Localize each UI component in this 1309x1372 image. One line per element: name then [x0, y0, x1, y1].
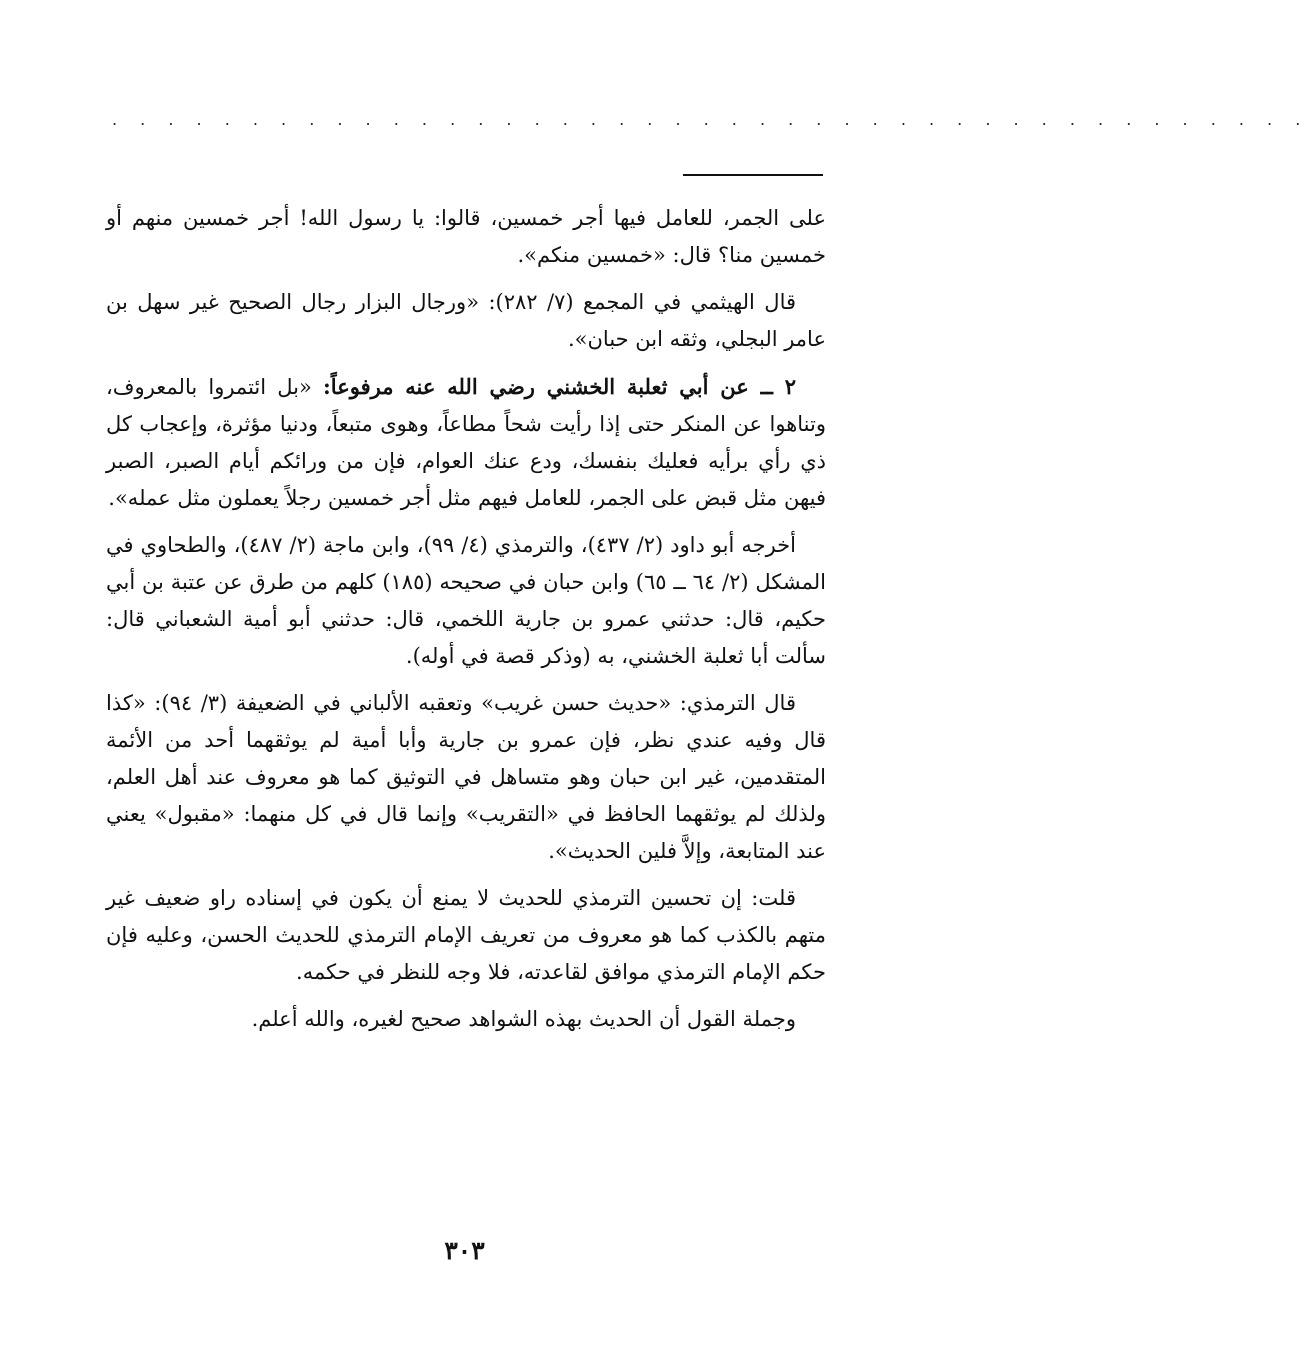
page-number: ٣٠٣: [444, 1236, 485, 1265]
hadith-lead: ٢ ــ عن أبي ثعلبة الخشني رضي الله عنه مرفوعاً:: [323, 374, 797, 399]
paragraph-7: وجملة القول أن الحديث بهذه الشواهد صحيح لغيره، والله أعلم.: [251, 1007, 796, 1031]
paragraph-5: قال الترمذي: «حديث حسن غريب» وتعقبه الألباني في الضعيفة (٣/ ٩٤): «كذا قال وفيه عندي نظر، فإن عمرو بن جارية وأبا أمية لم يوثقهما أحد من الأئمة المتقدمين، غير ابن حبان وهو متساهل في التوثيق كما هو معروف عند أهل العلم، ولذلك لم يوثقهما الحافظ في «التقريب» وإنما قال في كل منهما: «مقبول» يعني عند المتابعة، وإلاَّ فلين الحديث».: [106, 691, 826, 863]
footnote-separator: [683, 174, 823, 176]
paragraph-3: [106, 368, 826, 517]
page-body: [106, 200, 826, 1048]
header-dotted-line: . . . . . . . . . . . . . . . . . . . . . . . . . . . . . . . . . . . . . . . . . . .: [112, 110, 1309, 129]
paragraph-2: قال الهيثمي في المجمع (٧/ ٢٨٢): «ورجال البزار رجال الصحيح غير سهل بن عامر البجلي، وثقه ابن حبان».: [106, 290, 826, 351]
paragraph-4: أخرجه أبو داود (٢/ ٤٣٧)، والترمذي (٤/ ٩٩)، وابن ماجة (٢/ ٤٨٧)، والطحاوي في المشكل (٢/ ٦٤ ــ ٦٥) وابن حبان في صحيحه (١٨٥) كلهم من طرق عن عتبة بن أبي حكيم، قال: حدثني عمرو بن جارية اللخمي، قال: حدثني أبو أمية الشعباني قال: سألت أبا ثعلبة الخشني، به (وذكر قصة في أوله).: [106, 533, 826, 668]
paragraph-6: قلت: إن تحسين الترمذي للحديث لا يمنع أن يكون في إسناده راو ضعيف غير متهم بالكذب كما هو معروف من تعريف الإمام الترمذي للحديث الحسن، وعليه فإن حكم الإمام الترمذي موافق لقاعدته، فلا وجه للنظر في حكمه.: [106, 886, 826, 984]
paragraph-1: على الجمر، للعامل فيها أجر خمسين، قالوا: يا رسول الله! أجر خمسين منهم أو خمسين منا؟ قال: «خمسين منكم».: [106, 206, 826, 267]
hadith-text: «بل ائتمروا بالمعروف، وتناهوا عن المنكر حتى إذا رأيت شحاً مطاعاً، وهوى متبعاً، ودنيا مؤثرة، وإعجاب كل ذي رأي برأيه فعليك بنفسك، ودع عنك العوام، فإن من ورائكم أيام الصبر، الصبر فيهن مثل قبض على الجمر، للعامل فيهم مثل أجر خمسين رجلاً يعملون مثل عمله».: [106, 375, 826, 510]
